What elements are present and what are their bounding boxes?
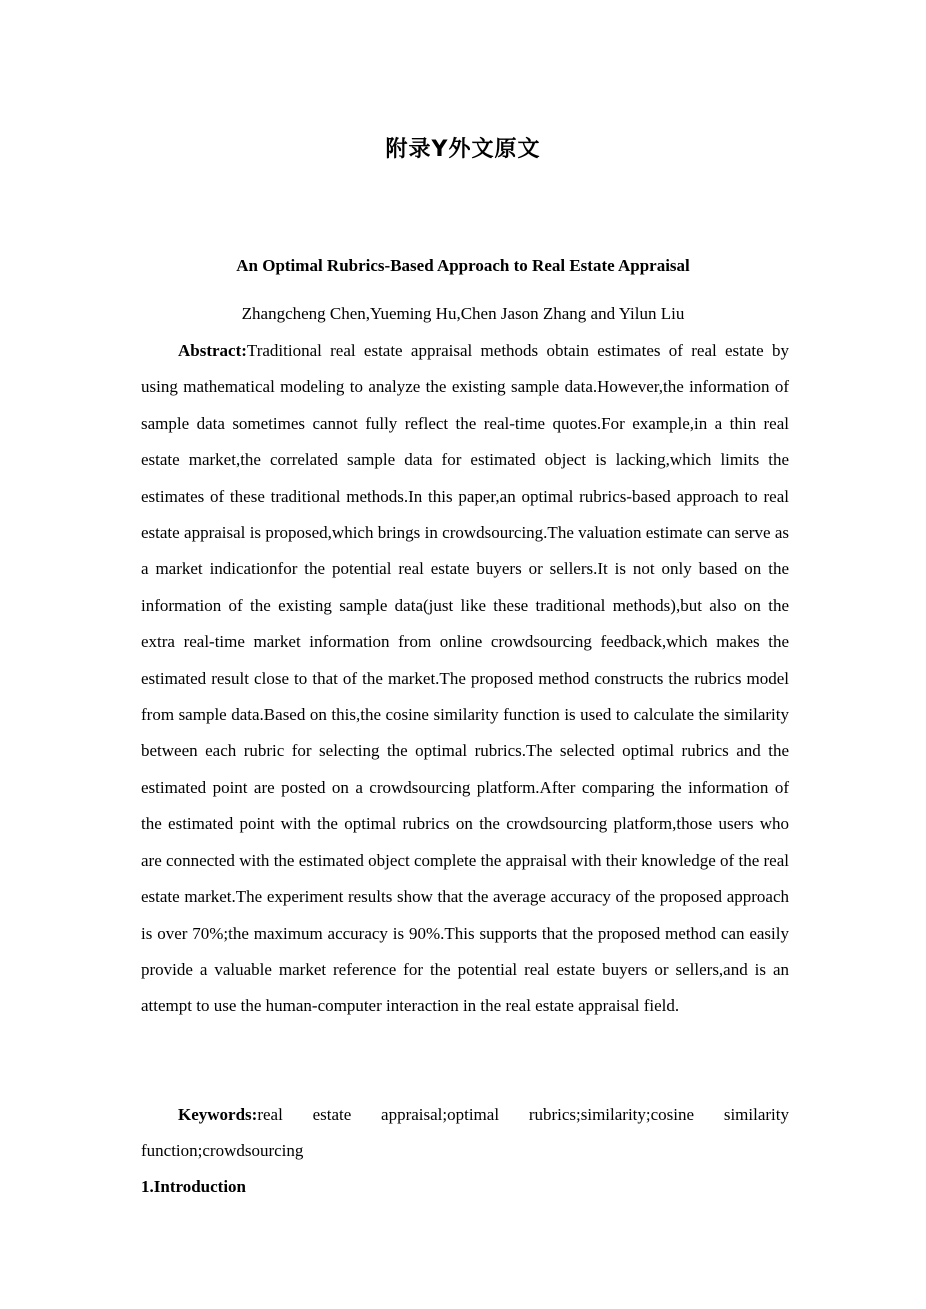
- appendix-title: 附录Y外文原文: [385, 137, 541, 162]
- keywords-text: real estate appraisal;optimal rubrics;similarity;cosine similarity function;crowdsourcing: [141, 1105, 789, 1161]
- abstract-paragraph: [141, 333, 789, 1025]
- paper-authors: Zhangcheng Chen,Yueming Hu,Chen Jason Zhang and Yilun Liu: [241, 304, 685, 323]
- keywords-paragraph: [141, 1097, 789, 1170]
- paper-title: An Optimal Rubrics-Based Approach to Real Estate Appraisal: [236, 256, 690, 275]
- keywords-label: Keywords:: [178, 1105, 258, 1124]
- abstract-text: Traditional real estate appraisal methods obtain estimates of real estate by using mathematical modeling to analyze the existing sample data.However,the information of sample data sometimes cannot fully reflect the real-time quotes.For example,in a thin real estate market,the correlated sample data for estimated object is lacking,which limits the estimates of these traditional methods.In this paper,an optimal rubrics-based approach to real estate appraisal is proposed,which brings in crowdsourcing.The valuation estimate can serve as a market indicationfor the potential real estate buyers or sellers.It is not only based on the information of the existing sample data(just like these traditional methods),but also on the extra real-time market information from online crowdsourcing feedback,which makes the estimated result close to that of the market.The proposed method constructs the rubrics model from sample data.Based on this,the cosine similarity function is used to calculate the similarity between each rubric for selecting the optimal rubrics.The selected optimal rubrics and the estimated point are posted on a crowdsourcing platform.After comparing the information of the estimated point with the optimal rubrics on the crowdsourcing platform,those users who are connected with the estimated object complete the appraisal with their knowledge of the real estate market.The experiment results show that the average accuracy of the proposed approach is over 70%;the maximum accuracy is 90%.This supports that the proposed method can easily provide a valuable market reference for the potential real estate buyers or sellers,and is an attempt to use the human-computer interaction in the real estate appraisal field.: [141, 341, 789, 1016]
- abstract-label: Abstract:: [178, 341, 247, 360]
- section-heading-introduction: 1.Introduction: [141, 1177, 247, 1196]
